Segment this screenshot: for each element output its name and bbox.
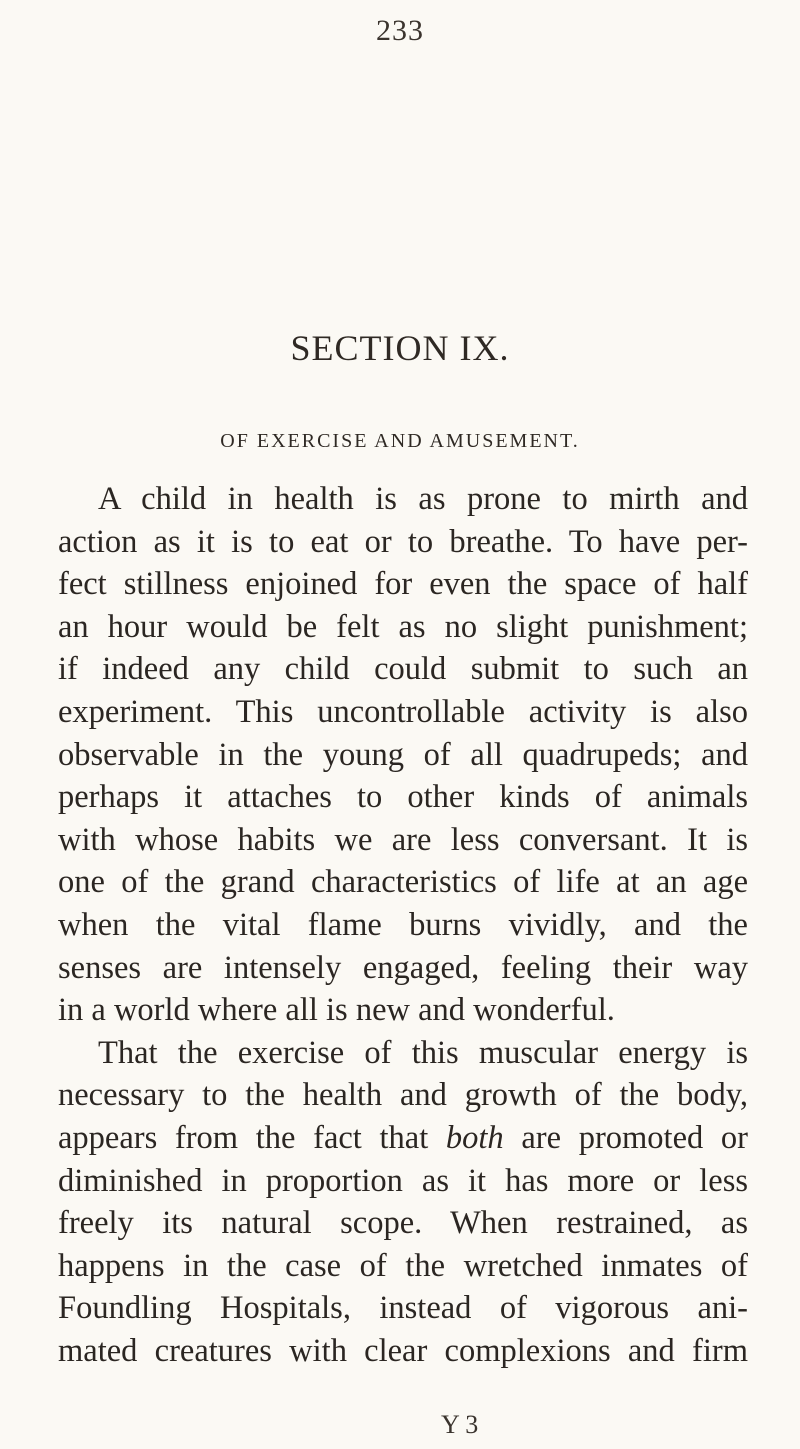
text-line: when the vital flame burns vividly, and the [58, 906, 748, 943]
text-line: action as it is to eat or to breathe. To have per- [58, 523, 748, 560]
text-line: in a world where all is new and wonderful. [58, 992, 615, 1029]
text-line: fect stillness enjoined for even the space of half [58, 566, 748, 603]
text-line: observable in the young of all quadrupeds; and [58, 736, 748, 773]
paragraph-1 [58, 478, 748, 1032]
text-line: That the exercise of this muscular energy is [98, 1034, 748, 1071]
text-line: senses are intensely engaged, feeling their way [58, 949, 748, 986]
paragraph-2 [58, 1032, 748, 1373]
text-fragment: appears from the fact that [58, 1119, 446, 1156]
text-line: diminished in proportion as it has more or less [58, 1162, 748, 1199]
text-line [58, 1117, 748, 1160]
text-line: A child in health is as prone to mirth and [98, 481, 748, 517]
text-line: experiment. This uncontrollable activity is also [58, 693, 748, 730]
section-subtitle: OF EXERCISE AND AMUSEMENT. [220, 430, 580, 452]
text-line: perhaps it attaches to other kinds of animals [58, 779, 748, 816]
page-number: 233 [376, 14, 424, 47]
section-title: SECTION IX. [290, 328, 510, 368]
text-line: Foundling Hospitals, instead of vigorous ani- [58, 1290, 748, 1327]
text-line: happens in the case of the wretched inmates of [58, 1247, 748, 1284]
body-text [58, 478, 748, 1372]
text-line: an hour would be felt as no slight punishment; [58, 608, 748, 645]
text-line: if indeed any child could submit to such an [58, 651, 748, 688]
text-line: with whose habits we are less conversant. It is [58, 821, 748, 858]
signature-mark: Y 3 [441, 1410, 479, 1439]
text-line: one of the grand characteristics of life at an age [58, 864, 748, 901]
text-fragment: are promoted or [503, 1119, 748, 1156]
text-line: mated creatures with clear complexions and firm [58, 1332, 748, 1369]
emphasis-both: both [445, 1119, 504, 1156]
text-line: necessary to the health and growth of the body, [58, 1077, 748, 1114]
text-line: freely its natural scope. When restrained, as [58, 1205, 748, 1242]
